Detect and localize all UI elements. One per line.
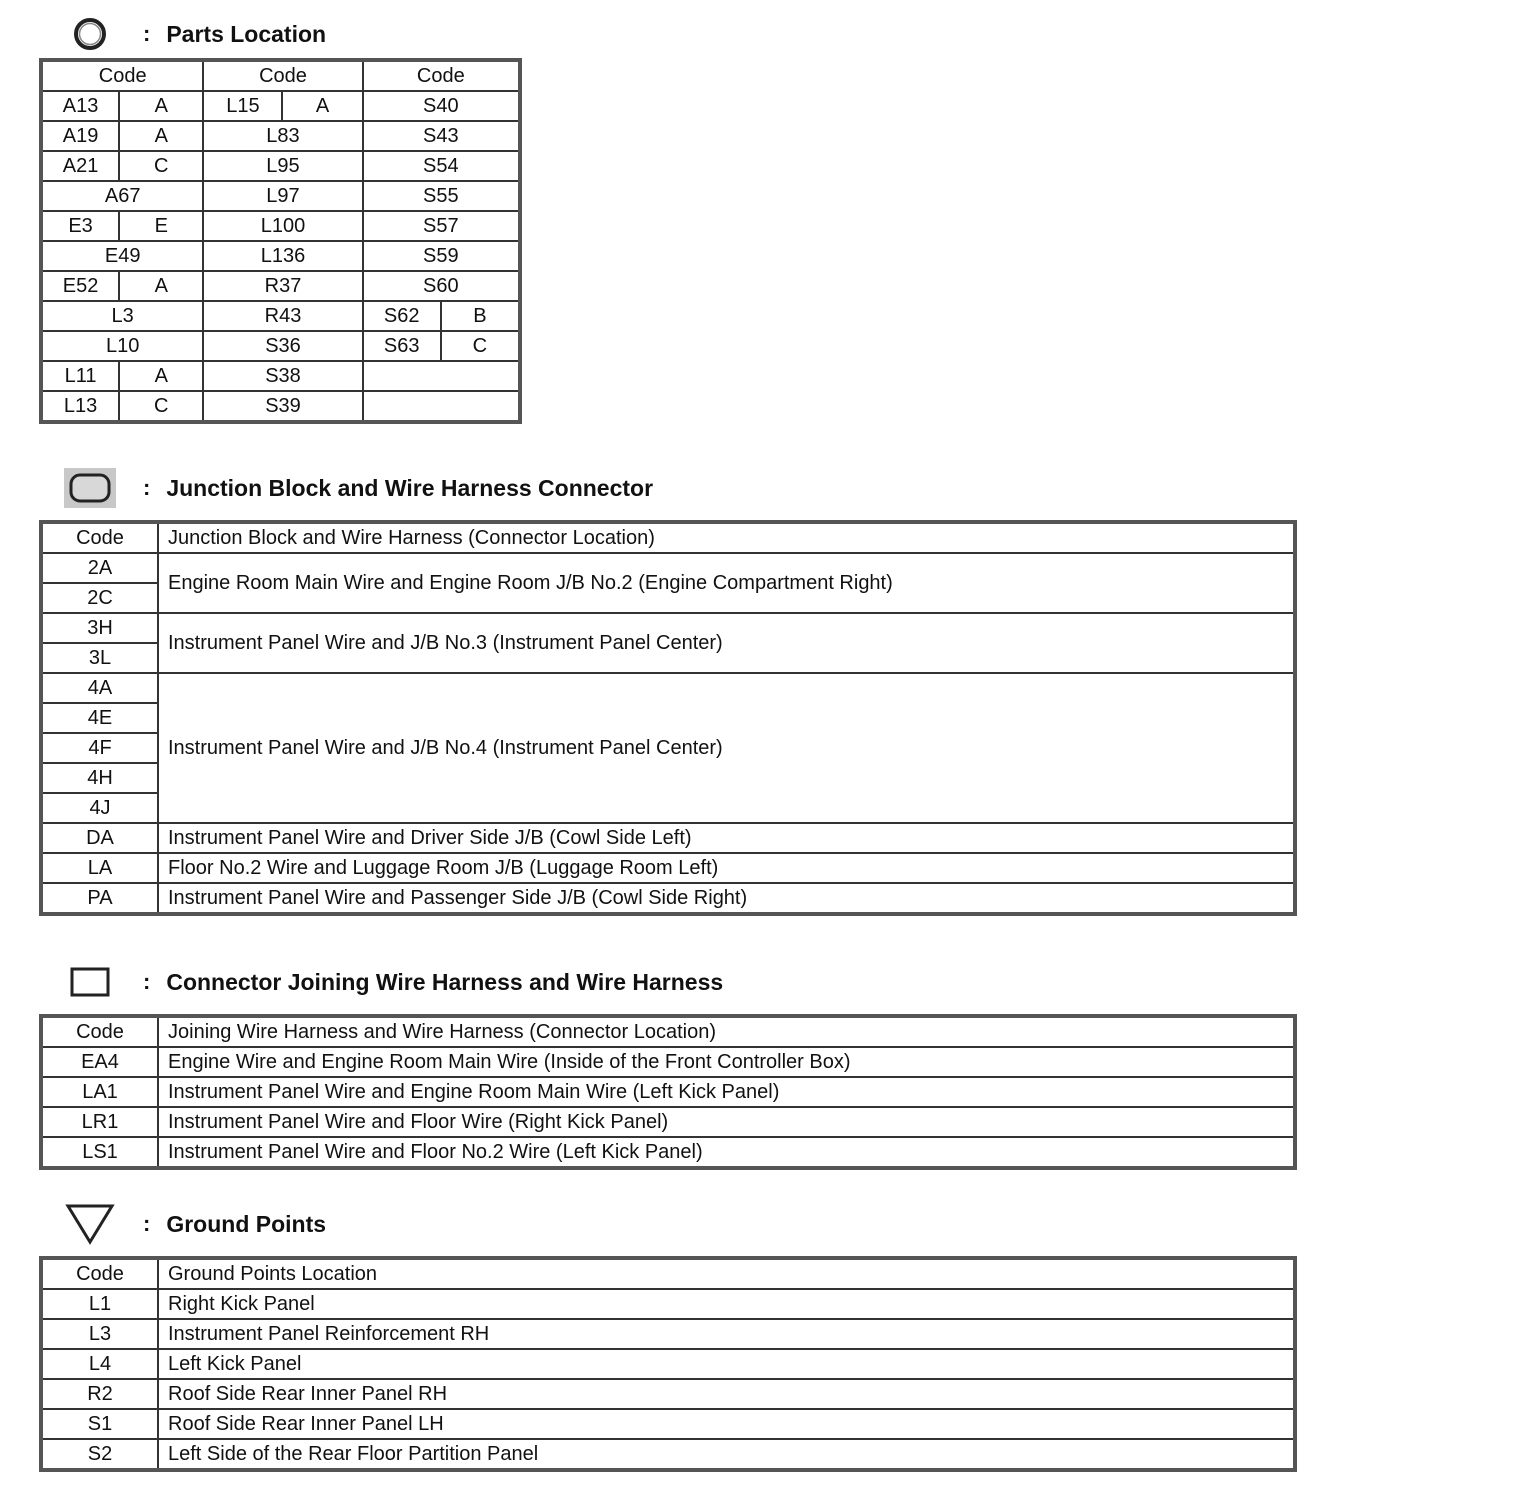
part-code: S43 bbox=[363, 121, 520, 151]
circle-icon bbox=[62, 14, 118, 54]
part-code: R43 bbox=[203, 301, 362, 331]
table-row bbox=[41, 823, 1295, 853]
code-header: Code bbox=[41, 522, 158, 553]
table-row bbox=[41, 883, 1295, 914]
junction-code: LA bbox=[41, 853, 158, 883]
part-connector-letter: A bbox=[119, 361, 203, 391]
junction-description: Instrument Panel Wire and J/B No.4 (Instrument Panel Center) bbox=[158, 673, 1295, 823]
connector-description: Instrument Panel Wire and Floor Wire (Right Kick Panel) bbox=[158, 1107, 1295, 1137]
table-row bbox=[41, 1107, 1295, 1137]
table-row bbox=[41, 301, 520, 331]
part-connector-letter: C bbox=[119, 151, 203, 181]
part-code: S63 bbox=[363, 331, 441, 361]
junction-code: DA bbox=[41, 823, 158, 853]
connector-description: Instrument Panel Wire and Floor No.2 Wire (Left Kick Panel) bbox=[158, 1137, 1295, 1168]
table-row bbox=[41, 673, 1295, 703]
heading-colon: : bbox=[143, 1211, 151, 1236]
table-row bbox=[41, 853, 1295, 883]
part-code: A13 bbox=[41, 91, 119, 121]
table-row bbox=[41, 1409, 1295, 1439]
part-code bbox=[363, 391, 520, 422]
part-connector-letter: C bbox=[441, 331, 520, 361]
junction-code: 3L bbox=[41, 643, 158, 673]
heading-colon: : bbox=[143, 21, 151, 46]
junction-code: 2C bbox=[41, 583, 158, 613]
ground-description: Left Kick Panel bbox=[158, 1349, 1295, 1379]
table-row bbox=[41, 1047, 1295, 1077]
part-code: L95 bbox=[203, 151, 362, 181]
part-code: L3 bbox=[41, 301, 203, 331]
table-row bbox=[41, 151, 520, 181]
part-code: S62 bbox=[363, 301, 441, 331]
part-code: S39 bbox=[203, 391, 362, 422]
ground-code: L3 bbox=[41, 1319, 158, 1349]
part-code: A21 bbox=[41, 151, 119, 181]
table-row bbox=[41, 1349, 1295, 1379]
part-code: A19 bbox=[41, 121, 119, 151]
part-code: E52 bbox=[41, 271, 119, 301]
code-header: Code bbox=[363, 60, 520, 91]
part-code: L15 bbox=[203, 91, 282, 121]
connector-heading bbox=[62, 962, 723, 1002]
ground-code: S2 bbox=[41, 1439, 158, 1470]
junction-code: 2A bbox=[41, 553, 158, 583]
part-code: L100 bbox=[203, 211, 362, 241]
code-header: Code bbox=[41, 1016, 158, 1047]
table-row bbox=[41, 331, 520, 361]
ground-code: L1 bbox=[41, 1289, 158, 1319]
parts-location-heading bbox=[62, 14, 326, 54]
junction-description: Instrument Panel Wire and Driver Side J/B (Cowl Side Left) bbox=[158, 823, 1295, 853]
part-code bbox=[363, 361, 520, 391]
junction-code: 4A bbox=[41, 673, 158, 703]
part-code: S60 bbox=[363, 271, 520, 301]
ground-points-heading bbox=[62, 1204, 326, 1244]
parts-location-table bbox=[39, 58, 522, 424]
table-row bbox=[41, 391, 520, 422]
description-header: Joining Wire Harness and Wire Harness (Connector Location) bbox=[158, 1016, 1295, 1047]
code-header: Code bbox=[41, 60, 203, 91]
part-code: L97 bbox=[203, 181, 362, 211]
description-header: Ground Points Location bbox=[158, 1258, 1295, 1289]
junction-description: Floor No.2 Wire and Luggage Room J/B (Luggage Room Left) bbox=[158, 853, 1295, 883]
part-code: S36 bbox=[203, 331, 362, 361]
part-code: S40 bbox=[363, 91, 520, 121]
section-title: Junction Block and Wire Harness Connector bbox=[166, 474, 654, 501]
description-header: Junction Block and Wire Harness (Connector Location) bbox=[158, 522, 1295, 553]
table-row bbox=[41, 361, 520, 391]
shaded-oval-icon bbox=[62, 468, 118, 508]
heading-colon: : bbox=[143, 969, 151, 994]
junction-description: Instrument Panel Wire and J/B No.3 (Instrument Panel Center) bbox=[158, 613, 1295, 673]
part-code: S38 bbox=[203, 361, 362, 391]
junction-block-table bbox=[39, 520, 1297, 916]
ground-description: Roof Side Rear Inner Panel RH bbox=[158, 1379, 1295, 1409]
part-code: S59 bbox=[363, 241, 520, 271]
part-code: L13 bbox=[41, 391, 119, 422]
connector-description: Engine Wire and Engine Room Main Wire (Inside of the Front Controller Box) bbox=[158, 1047, 1295, 1077]
connector-table bbox=[39, 1014, 1297, 1170]
connector-description: Instrument Panel Wire and Engine Room Main Wire (Left Kick Panel) bbox=[158, 1077, 1295, 1107]
part-code: L83 bbox=[203, 121, 362, 151]
ground-code: S1 bbox=[41, 1409, 158, 1439]
junction-block-heading bbox=[62, 468, 653, 508]
ground-points-table bbox=[39, 1256, 1297, 1472]
table-row bbox=[41, 91, 520, 121]
junction-code: 4J bbox=[41, 793, 158, 823]
ground-code: R2 bbox=[41, 1379, 158, 1409]
part-connector-letter: A bbox=[119, 271, 203, 301]
junction-code: 4H bbox=[41, 763, 158, 793]
code-header: Code bbox=[203, 60, 362, 91]
section-title: Ground Points bbox=[166, 1210, 327, 1237]
table-row bbox=[41, 1379, 1295, 1409]
junction-description: Engine Room Main Wire and Engine Room J/B No.2 (Engine Compartment Right) bbox=[158, 553, 1295, 613]
table-row bbox=[41, 1289, 1295, 1319]
junction-code: 3H bbox=[41, 613, 158, 643]
table-row bbox=[41, 613, 1295, 643]
table-row bbox=[41, 1319, 1295, 1349]
part-connector-letter: A bbox=[119, 121, 203, 151]
junction-description: Instrument Panel Wire and Passenger Side J/B (Cowl Side Right) bbox=[158, 883, 1295, 914]
code-header: Code bbox=[41, 1258, 158, 1289]
ground-description: Roof Side Rear Inner Panel LH bbox=[158, 1409, 1295, 1439]
part-connector-letter: A bbox=[282, 91, 362, 121]
heading-colon: : bbox=[143, 475, 151, 500]
junction-code: 4F bbox=[41, 733, 158, 763]
section-title: Parts Location bbox=[166, 20, 327, 47]
ground-description: Right Kick Panel bbox=[158, 1289, 1295, 1319]
table-row bbox=[41, 211, 520, 241]
part-code: S55 bbox=[363, 181, 520, 211]
ground-description: Instrument Panel Reinforcement RH bbox=[158, 1319, 1295, 1349]
part-code: L136 bbox=[203, 241, 362, 271]
table-row bbox=[41, 1077, 1295, 1107]
ground-description: Left Side of the Rear Floor Partition Panel bbox=[158, 1439, 1295, 1470]
table-row bbox=[41, 121, 520, 151]
part-code: E49 bbox=[41, 241, 203, 271]
part-connector-letter: C bbox=[119, 391, 203, 422]
ground-code: L4 bbox=[41, 1349, 158, 1379]
junction-code: PA bbox=[41, 883, 158, 914]
table-row bbox=[41, 1439, 1295, 1470]
table-row bbox=[41, 271, 520, 301]
connector-code: LR1 bbox=[41, 1107, 158, 1137]
table-row bbox=[41, 1137, 1295, 1168]
connector-code: LS1 bbox=[41, 1137, 158, 1168]
part-code: R37 bbox=[203, 271, 362, 301]
part-code: A67 bbox=[41, 181, 203, 211]
part-code: L10 bbox=[41, 331, 203, 361]
part-connector-letter: B bbox=[441, 301, 520, 331]
part-code: S57 bbox=[363, 211, 520, 241]
connector-code: EA4 bbox=[41, 1047, 158, 1077]
part-code: E3 bbox=[41, 211, 119, 241]
table-row bbox=[41, 241, 520, 271]
part-connector-letter: A bbox=[119, 91, 203, 121]
table-row bbox=[41, 181, 520, 211]
part-code: L11 bbox=[41, 361, 119, 391]
junction-code: 4E bbox=[41, 703, 158, 733]
rectangle-icon bbox=[62, 962, 118, 1002]
connector-code: LA1 bbox=[41, 1077, 158, 1107]
table-row bbox=[41, 553, 1295, 583]
section-title: Connector Joining Wire Harness and Wire Harness bbox=[166, 968, 724, 995]
part-code: S54 bbox=[363, 151, 520, 181]
triangle-down-icon bbox=[62, 1204, 118, 1244]
part-connector-letter: E bbox=[119, 211, 203, 241]
